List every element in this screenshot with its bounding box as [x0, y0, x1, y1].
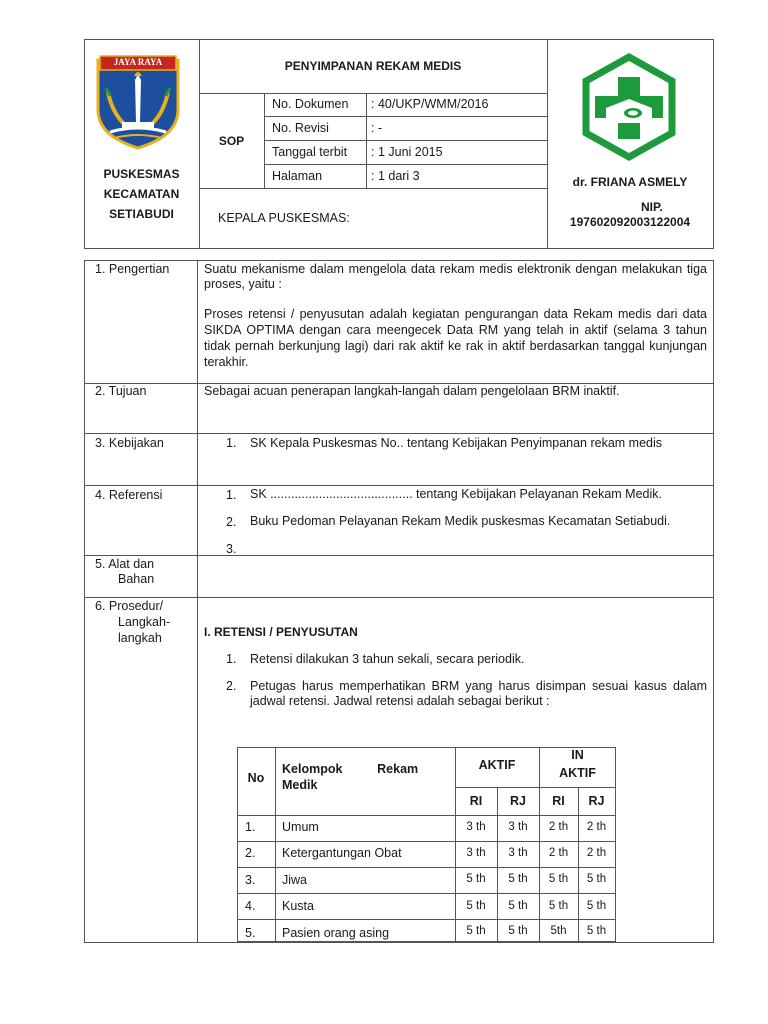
- col-header-group-line2: Medik: [282, 778, 318, 792]
- section-5-label-line1: 5. Alat dan: [95, 557, 155, 571]
- table-row-5-inaktif-rj: 5 th: [586, 925, 607, 937]
- table-row-4-no: 4.: [245, 899, 256, 913]
- section-2-label: 2. Tujuan: [95, 384, 147, 398]
- nip-label: NIP.: [641, 200, 663, 214]
- table-row-5-no: 5.: [245, 926, 256, 940]
- section-3-item-number: 1.: [226, 436, 237, 450]
- org-name-line2: KECAMATAN: [103, 187, 180, 201]
- sop-label: SOP: [218, 134, 245, 148]
- col-header-group-line1: Kelompok Rekam: [282, 762, 419, 776]
- org-name-line3: SETIABUDI: [109, 207, 174, 221]
- procedure-step-2-number: 2.: [226, 679, 237, 693]
- section-4-item-1-text: SK ......................................... tentang Kebijakan Pelayanan Rekam Medik.: [250, 487, 662, 501]
- subheader-aktif-ri: RI: [469, 794, 483, 808]
- table-row-5-name: Pasien orang asing: [282, 926, 390, 940]
- jaya-raya-crest-logo: [88, 52, 188, 152]
- table-row-2-aktif-rj: 3 th: [508, 847, 528, 859]
- doc-number-label: No. Dokumen: [272, 97, 349, 111]
- section-1-paragraph-2: Proses retensi / penyusutan adalah kegiatan pengurangan data Rekam medis dari data SIKDA OPTIMA dengan cara meengecek Data RM yang telah in aktif (selama 3 tahun tidak pernah berkunjung lagi) dari rak aktif ke rak in aktif berdasarkan tanggal kunjungan terakhir.: [204, 307, 707, 369]
- crest-logo-text: JAYA RAYA: [113, 57, 163, 67]
- issue-date-label: Tanggal terbit: [272, 145, 348, 159]
- section-6-label-line2: Langkah-: [118, 615, 171, 629]
- section-3-item-text: SK Kepala Puskesmas No.. tentang Kebijakan Penyimpanan rekam medis: [250, 436, 663, 450]
- table-row-3-aktif-rj: 5 th: [508, 873, 528, 885]
- head-signature-label: KEPALA PUSKESMAS:: [218, 211, 350, 225]
- table-row-3-name: Jiwa: [282, 873, 308, 887]
- table-row-1-no: 1.: [245, 820, 256, 834]
- table-row-2-inaktif-rj: 2 th: [586, 847, 607, 859]
- table-row-2-name: Ketergantungan Obat: [282, 846, 402, 860]
- section-5-label-line2: Bahan: [118, 572, 155, 586]
- table-row-4-aktif-rj: 5 th: [508, 900, 528, 912]
- org-name-line1: PUSKESMAS: [103, 167, 180, 181]
- table-row-4-name: Kusta: [282, 899, 314, 913]
- subheader-inaktif-ri: RI: [552, 794, 565, 808]
- section-4-item-3-number: 3.: [226, 542, 237, 556]
- page-label: Halaman: [272, 169, 323, 183]
- table-row-3-inaktif-ri: 5 th: [548, 873, 569, 885]
- section-2-text: Sebagai acuan penerapan langkah-langah dalam pengelolaan BRM inaktif.: [204, 384, 620, 398]
- col-header-aktif: AKTIF: [478, 758, 516, 772]
- subheader-aktif-rj: RJ: [510, 794, 526, 808]
- table-row-3-aktif-ri: 5 th: [466, 873, 486, 885]
- table-row-2-inaktif-ri: 2 th: [548, 847, 569, 859]
- table-row-5-aktif-ri: 5 th: [466, 925, 486, 937]
- revision-label: No. Revisi: [272, 121, 329, 135]
- section-4-item-1-number: 1.: [226, 488, 237, 502]
- page-value: : 1 dari 3: [371, 169, 420, 183]
- procedure-step-2-text: Petugas harus memperhatikan BRM yang harus disimpan sesuai kasus dalam jadwal retensi. Jadwal retensi adalah sebagai berikut :: [250, 679, 707, 708]
- table-row-2-no: 2.: [245, 846, 256, 860]
- document-title: PENYIMPANAN REKAM MEDIS: [284, 59, 462, 73]
- section-3-label: 3. Kebijakan: [95, 436, 164, 450]
- subheader-inaktif-rj: RJ: [588, 794, 605, 808]
- section-1-label: 1. Pengertian: [95, 262, 170, 276]
- revision-value: : -: [371, 121, 383, 135]
- section-6-label-line3: langkah: [118, 631, 162, 645]
- col-header-inaktif-line1: IN: [571, 748, 584, 762]
- table-row-5-inaktif-ri: 5th: [550, 925, 567, 937]
- table-row-1-inaktif-rj: 2 th: [586, 821, 607, 833]
- procedure-heading: I. RETENSI / PENYUSUTAN: [204, 625, 358, 639]
- table-row-1-name: Umum: [282, 820, 319, 834]
- section-1-paragraph-1: Suatu mekanisme dalam mengelola data rekam medis elektronik dengan melakukan tiga proses, yaitu :: [204, 262, 707, 291]
- section-4-item-2-number: 2.: [226, 515, 237, 529]
- table-row-3-inaktif-rj: 5 th: [586, 873, 607, 885]
- doc-number-value: : 40/UKP/WMM/2016: [371, 97, 489, 111]
- table-row-5-aktif-rj: 5 th: [508, 925, 528, 937]
- procedure-step-1-text: Retensi dilakukan 3 tahun sekali, secara periodik.: [250, 652, 525, 666]
- table-row-1-inaktif-ri: 2 th: [548, 821, 569, 833]
- table-row-3-no: 3.: [245, 873, 256, 887]
- table-row-1-aktif-ri: 3 th: [466, 821, 486, 833]
- section-4-item-2-text: Buku Pedoman Pelayanan Rekam Medik puskesmas Kecamatan Setiabudi.: [250, 514, 671, 528]
- section-6-label-line1: 6. Prosedur/: [95, 599, 164, 613]
- table-row-1-aktif-rj: 3 th: [508, 821, 528, 833]
- table-row-4-inaktif-ri: 5 th: [548, 900, 569, 912]
- table-row-4-inaktif-rj: 5 th: [586, 900, 607, 912]
- signer-name: dr. FRIANA ASMELY: [572, 175, 688, 189]
- procedure-step-1-number: 1.: [226, 652, 237, 666]
- col-header-inaktif-line2: AKTIF: [559, 766, 596, 780]
- table-row-4-aktif-ri: 5 th: [466, 900, 486, 912]
- col-header-no: No: [247, 771, 265, 785]
- puskesmas-logo: [580, 53, 678, 163]
- section-4-label: 4. Referensi: [95, 488, 163, 502]
- issue-date-value: : 1 Juni 2015: [371, 145, 443, 159]
- table-row-2-aktif-ri: 3 th: [466, 847, 486, 859]
- nip-number: 197602092003122004: [569, 215, 691, 229]
